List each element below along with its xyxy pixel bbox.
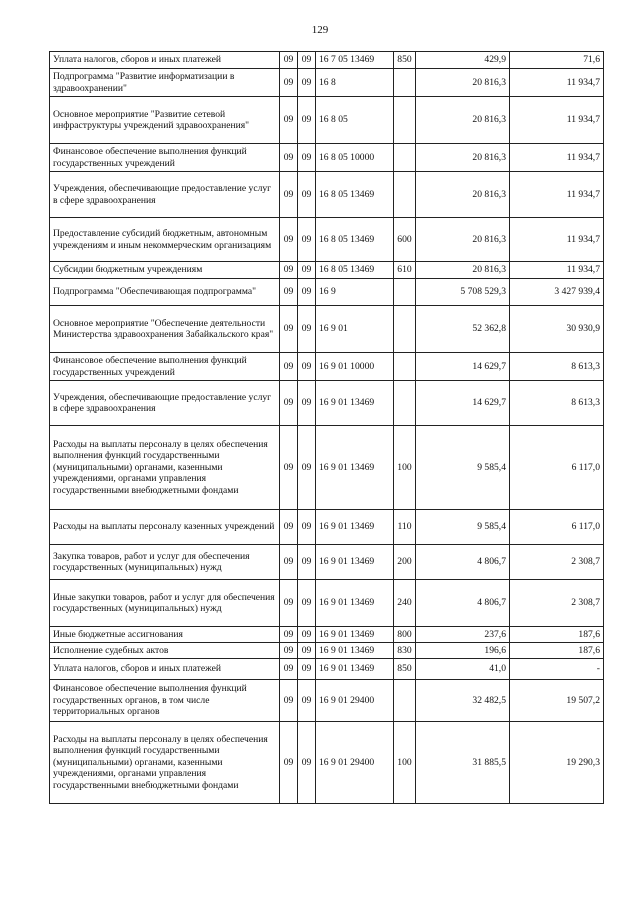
table-row (50, 680, 604, 722)
row-executed-sum-cell: 6 117,0 (510, 510, 604, 545)
row-planned-sum-cell: 4 806,7 (416, 580, 510, 627)
row-planned-sum-cell: 5 708 529,3 (416, 279, 510, 306)
row-subsection-cell: 09 (298, 279, 316, 306)
row-section-cell: 09 (280, 172, 298, 218)
row-expense-type-cell (394, 69, 416, 97)
row-planned-sum-cell: 32 482,5 (416, 680, 510, 722)
row-section-cell: 09 (280, 353, 298, 381)
budget-table-body (50, 52, 604, 804)
row-expense-type-cell: 850 (394, 52, 416, 69)
row-subsection-cell: 09 (298, 659, 316, 680)
row-section-cell: 09 (280, 545, 298, 580)
row-target-code-cell: 16 9 01 13469 (316, 510, 394, 545)
row-expense-type-cell: 100 (394, 426, 416, 510)
row-planned-sum-cell: 20 816,3 (416, 97, 510, 144)
row-section-cell: 09 (280, 262, 298, 279)
row-target-code-cell: 16 8 05 13469 (316, 262, 394, 279)
row-section-cell: 09 (280, 279, 298, 306)
row-expense-type-cell (394, 144, 416, 172)
table-row (50, 218, 604, 262)
row-subsection-cell: 09 (298, 144, 316, 172)
table-row (50, 580, 604, 627)
table-row (50, 52, 604, 69)
row-name-cell: Уплата налогов, сборов и иных платежей (50, 659, 280, 680)
row-name-cell: Учреждения, обеспечивающие предоставление услуг в сфере здравоохранения (50, 172, 280, 218)
row-name-cell: Финансовое обеспечение выполнения функций государственных органов, в том числе территориальных органов (50, 680, 280, 722)
row-planned-sum-cell: 31 885,5 (416, 722, 510, 804)
row-subsection-cell: 09 (298, 262, 316, 279)
row-name-cell: Предоставление субсидий бюджетным, автономным учреждениям и иным некоммерческим организациям (50, 218, 280, 262)
row-executed-sum-cell: 6 117,0 (510, 426, 604, 510)
row-planned-sum-cell: 20 816,3 (416, 69, 510, 97)
page-number: 129 (311, 24, 329, 36)
row-section-cell: 09 (280, 69, 298, 97)
row-subsection-cell: 09 (298, 97, 316, 144)
row-expense-type-cell (394, 306, 416, 353)
row-planned-sum-cell: 9 585,4 (416, 426, 510, 510)
row-name-cell: Субсидии бюджетным учреждениям (50, 262, 280, 279)
row-target-code-cell: 16 8 05 (316, 97, 394, 144)
row-executed-sum-cell: 19 290,3 (510, 722, 604, 804)
row-executed-sum-cell: 11 934,7 (510, 218, 604, 262)
row-name-cell: Учреждения, обеспечивающие предоставление услуг в сфере здравоохранения (50, 381, 280, 426)
row-executed-sum-cell: 11 934,7 (510, 69, 604, 97)
row-planned-sum-cell: 20 816,3 (416, 218, 510, 262)
row-expense-type-cell: 600 (394, 218, 416, 262)
row-executed-sum-cell: 187,6 (510, 627, 604, 643)
table-row (50, 659, 604, 680)
row-executed-sum-cell: 11 934,7 (510, 144, 604, 172)
row-executed-sum-cell: 30 930,9 (510, 306, 604, 353)
row-target-code-cell: 16 9 01 13469 (316, 545, 394, 580)
row-executed-sum-cell: 3 427 939,4 (510, 279, 604, 306)
row-section-cell: 09 (280, 306, 298, 353)
row-executed-sum-cell: 11 934,7 (510, 262, 604, 279)
row-expense-type-cell (394, 172, 416, 218)
row-expense-type-cell (394, 381, 416, 426)
row-executed-sum-cell: 8 613,3 (510, 353, 604, 381)
row-name-cell: Расходы на выплаты персоналу в целях обеспечения выполнения функций государственными (муниципальными) органами, казенными учреждениями, органами управления государственными внебюджетными фондами (50, 426, 280, 510)
row-expense-type-cell (394, 279, 416, 306)
row-planned-sum-cell: 14 629,7 (416, 353, 510, 381)
row-planned-sum-cell: 52 362,8 (416, 306, 510, 353)
row-planned-sum-cell: 196,6 (416, 643, 510, 659)
row-executed-sum-cell: - (510, 659, 604, 680)
row-subsection-cell: 09 (298, 545, 316, 580)
row-section-cell: 09 (280, 381, 298, 426)
budget-table (49, 51, 604, 804)
row-planned-sum-cell: 20 816,3 (416, 144, 510, 172)
row-name-cell: Исполнение судебных актов (50, 643, 280, 659)
row-name-cell: Закупка товаров, работ и услуг для обеспечения государственных (муниципальных) нужд (50, 545, 280, 580)
row-planned-sum-cell: 4 806,7 (416, 545, 510, 580)
row-planned-sum-cell: 237,6 (416, 627, 510, 643)
row-target-code-cell: 16 9 01 13469 (316, 381, 394, 426)
row-planned-sum-cell: 14 629,7 (416, 381, 510, 426)
table-row (50, 97, 604, 144)
row-section-cell: 09 (280, 722, 298, 804)
row-subsection-cell: 09 (298, 381, 316, 426)
row-expense-type-cell (394, 97, 416, 144)
table-row (50, 279, 604, 306)
table-row (50, 353, 604, 381)
row-section-cell: 09 (280, 144, 298, 172)
row-name-cell: Основное мероприятие "Развитие сетевой инфраструктуры учреждений здравоохранения" (50, 97, 280, 144)
table-row (50, 545, 604, 580)
table-row (50, 381, 604, 426)
row-expense-type-cell: 830 (394, 643, 416, 659)
table-row (50, 262, 604, 279)
row-name-cell: Расходы на выплаты персоналу в целях обеспечения выполнения функций государственными (муниципальными) органами, казенными учреждениями, органами управления государственными внебюджетными фондами (50, 722, 280, 804)
row-subsection-cell: 09 (298, 580, 316, 627)
row-target-code-cell: 16 9 (316, 279, 394, 306)
row-expense-type-cell: 800 (394, 627, 416, 643)
table-row (50, 172, 604, 218)
row-planned-sum-cell: 20 816,3 (416, 262, 510, 279)
row-subsection-cell: 09 (298, 52, 316, 69)
row-subsection-cell: 09 (298, 353, 316, 381)
row-planned-sum-cell: 9 585,4 (416, 510, 510, 545)
row-section-cell: 09 (280, 659, 298, 680)
row-expense-type-cell: 850 (394, 659, 416, 680)
row-subsection-cell: 09 (298, 680, 316, 722)
table-row (50, 144, 604, 172)
row-subsection-cell: 09 (298, 426, 316, 510)
row-executed-sum-cell: 71,6 (510, 52, 604, 69)
row-name-cell: Иные бюджетные ассигнования (50, 627, 280, 643)
row-executed-sum-cell: 11 934,7 (510, 97, 604, 144)
row-name-cell: Иные закупки товаров, работ и услуг для обеспечения государственных (муниципальных) нужд (50, 580, 280, 627)
row-subsection-cell: 09 (298, 510, 316, 545)
row-target-code-cell: 16 9 01 13469 (316, 643, 394, 659)
row-name-cell: Подпрограмма "Развитие информатизации в здравоохранении" (50, 69, 280, 97)
table-row (50, 69, 604, 97)
row-name-cell: Расходы на выплаты персоналу казенных учреждений (50, 510, 280, 545)
row-expense-type-cell: 610 (394, 262, 416, 279)
row-expense-type-cell (394, 353, 416, 381)
row-target-code-cell: 16 9 01 (316, 306, 394, 353)
row-target-code-cell: 16 8 (316, 69, 394, 97)
row-target-code-cell: 16 9 01 29400 (316, 680, 394, 722)
row-name-cell: Финансовое обеспечение выполнения функций государственных учреждений (50, 144, 280, 172)
row-target-code-cell: 16 8 05 13469 (316, 172, 394, 218)
row-subsection-cell: 09 (298, 172, 316, 218)
row-expense-type-cell: 110 (394, 510, 416, 545)
row-section-cell: 09 (280, 97, 298, 144)
row-target-code-cell: 16 8 05 13469 (316, 218, 394, 262)
row-subsection-cell: 09 (298, 627, 316, 643)
row-section-cell: 09 (280, 680, 298, 722)
row-section-cell: 09 (280, 510, 298, 545)
row-subsection-cell: 09 (298, 218, 316, 262)
row-executed-sum-cell: 187,6 (510, 643, 604, 659)
table-row (50, 643, 604, 659)
row-target-code-cell: 16 8 05 10000 (316, 144, 394, 172)
row-target-code-cell: 16 9 01 13469 (316, 426, 394, 510)
row-section-cell: 09 (280, 218, 298, 262)
row-name-cell: Финансовое обеспечение выполнения функций государственных учреждений (50, 353, 280, 381)
row-target-code-cell: 16 9 01 10000 (316, 353, 394, 381)
table-row (50, 426, 604, 510)
row-planned-sum-cell: 429,9 (416, 52, 510, 69)
row-subsection-cell: 09 (298, 643, 316, 659)
row-planned-sum-cell: 20 816,3 (416, 172, 510, 218)
table-row (50, 510, 604, 545)
row-executed-sum-cell: 19 507,2 (510, 680, 604, 722)
row-section-cell: 09 (280, 52, 298, 69)
row-executed-sum-cell: 11 934,7 (510, 172, 604, 218)
row-name-cell: Уплата налогов, сборов и иных платежей (50, 52, 280, 69)
row-expense-type-cell (394, 680, 416, 722)
row-subsection-cell: 09 (298, 69, 316, 97)
row-expense-type-cell: 240 (394, 580, 416, 627)
row-planned-sum-cell: 41,0 (416, 659, 510, 680)
table-row (50, 627, 604, 643)
row-section-cell: 09 (280, 627, 298, 643)
row-target-code-cell: 16 9 01 29400 (316, 722, 394, 804)
row-section-cell: 09 (280, 643, 298, 659)
row-subsection-cell: 09 (298, 306, 316, 353)
row-target-code-cell: 16 9 01 13469 (316, 627, 394, 643)
row-subsection-cell: 09 (298, 722, 316, 804)
row-target-code-cell: 16 9 01 13469 (316, 659, 394, 680)
row-expense-type-cell: 200 (394, 545, 416, 580)
row-section-cell: 09 (280, 426, 298, 510)
row-section-cell: 09 (280, 580, 298, 627)
row-executed-sum-cell: 2 308,7 (510, 545, 604, 580)
table-row (50, 306, 604, 353)
table-row (50, 722, 604, 804)
row-name-cell: Основное мероприятие "Обеспечение деятельности Министерства здравоохранения Забайкальского края" (50, 306, 280, 353)
row-target-code-cell: 16 7 05 13469 (316, 52, 394, 69)
row-target-code-cell: 16 9 01 13469 (316, 580, 394, 627)
row-name-cell: Подпрограмма "Обеспечивающая подпрограмма" (50, 279, 280, 306)
row-expense-type-cell: 100 (394, 722, 416, 804)
row-executed-sum-cell: 2 308,7 (510, 580, 604, 627)
row-executed-sum-cell: 8 613,3 (510, 381, 604, 426)
